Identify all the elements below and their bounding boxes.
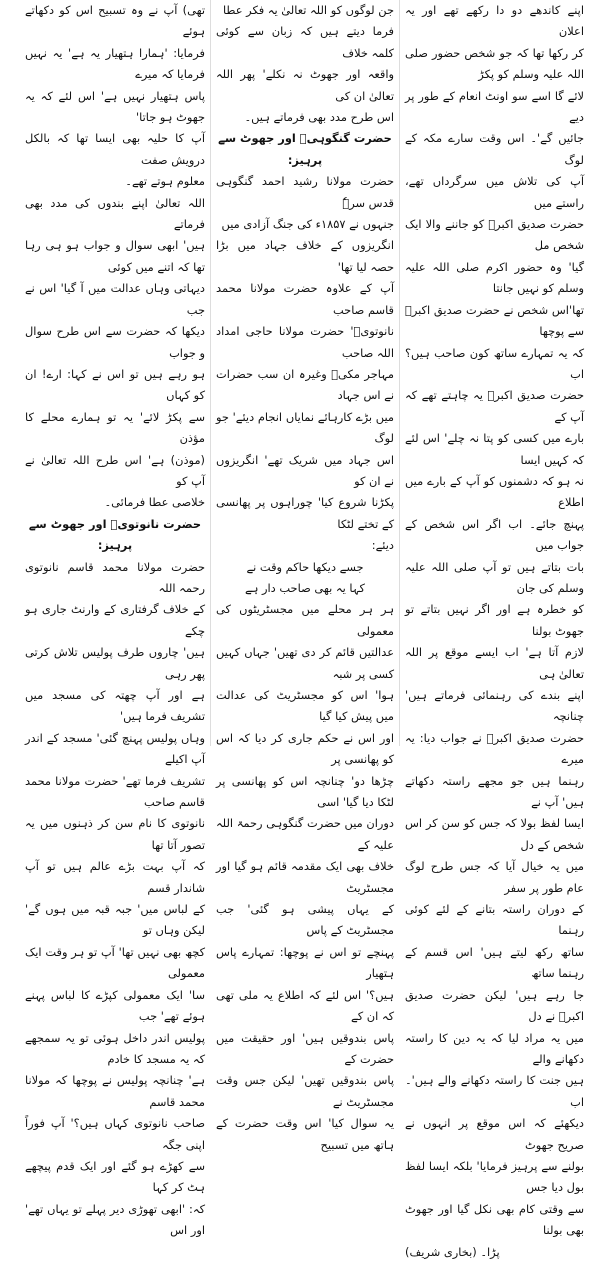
text-line: ہے' چنانچہ پولیس نے پوچھا کہ مولانا محمد قاسم [25,1073,205,1109]
text-line: ہیں جنت کا راستہ دکھانے والے ہیں'۔ اب [405,1073,584,1109]
text-line: پہنچے تو اس نے پوچھا: تمہارے پاس ہتھیار [216,944,394,981]
text-line: حضرت صدیق اکبرؓ کو جاننے والا ایک شخص مل [405,217,584,253]
text-line: کچھ بھی نہیں تھا' آپ تو ہر وقت ایک معمولی [25,944,205,981]
text-line: پاس بندوقیں ہیں' اور حقیقت میں حضرت کے [216,1030,394,1066]
text-line: سے پکڑ لائے' یہ تو ہمارے محلے کا مؤذن [25,409,205,446]
text-line: آپ کا حلیہ بھی ایسا تھا کہ بالکل درویش صفت [25,131,205,167]
text-line: آپ کی تلاش میں سرگرداں تھے، راستے میں [405,174,584,210]
text-line: دیکھئے کہ اس موقع پر انہوں نے صریح جھوٹ [405,1116,584,1152]
text-line: اپنے کاندھے دو دا رکھے تھے اور یہ اعلان [405,3,584,39]
text-line: ایسا لفظ بولا کہ جس کو سن کر اس شخص کے دل [405,816,584,852]
text-line: دیہاتی وہاں عدالت میں آ گیا' اس نے جب [25,281,205,317]
text-line: خلاصی عطا فرمائی۔ [104,495,205,510]
text-line: لازم آتا ہے' اب ایسے موقع پر اللہ تعالیٰ ہی [405,645,584,681]
right-column [400,0,590,1259]
text-line: مہاجر مکیؒ وغیرہ ان سب حضرات نے اس جہاد [216,366,394,403]
text-line: سا' ایک معمولی کپڑے کا لباس پہنے ہوئے تھے' جب [25,987,205,1024]
text-line: انگریزوں کے خلاف جہاد میں بڑا حصہ لیا تھا' [216,238,394,274]
text-line: جائیں گے'۔ اس وقت سارے مکہ کے لوگ [405,131,584,167]
text-line: حضرت مولانا محمد قاسم نانوتوی رحمہ اللہ [25,559,205,595]
text-line: آپ کے علاوہ حضرت مولانا محمد قاسم صاحب [216,281,394,317]
text-line: کو خطرہ ہے اور اگر نہیں بتاتے تو جھوٹ بولنا [405,602,584,638]
text-line: پاس ہتھیار نہیں ہے' اس لئے کہ یہ جھوٹ ہو جاتا' [25,88,205,125]
text-line: بات بتاتے ہیں تو آپ صلی اللہ علیہ وسلم کی جان [405,559,584,595]
text-line: جنہوں نے ۱۸۵۷ء کی جنگ آزادی میں [221,217,394,232]
text-line: تھا'اس شخص نے حضرت صدیق اکبرؓ سے پوچھا [405,302,584,339]
text-line: کہ: 'ابھی تھوڑی دیر پہلے تو یہاں تھے' اور اس [25,1201,205,1238]
text-line: عدالتیں قائم کر دی تھیں' جہاں کہیں کسی پر شبہ [216,645,394,681]
text-line: اس طرح مدد بھی فرماتے ہیں۔ [244,110,394,125]
text-line: واقعہ اور جھوٹ نہ نکلے' پھر اللہ تعالیٰ ان کی [216,67,394,103]
text-line: فرما دیتے ہیں کہ زبان سے کوئی کلمہ خلاف [216,24,394,60]
text-line: حضرت صدیق اکبرؓ یہ چاہتے تھے کہ آپ کے [405,388,584,424]
center-column [210,0,400,1152]
text-line: جن لوگوں کو اللہ تعالیٰ یہ فکر عطا [222,3,394,17]
text-line: دیئے: [371,538,394,553]
text-line: پہنچ جائے۔ اب اگر اس شخص کے جواب میں [405,516,584,553]
text-line: کے دوران راستہ بتانے کے لئے کوئی رہنما [405,902,584,938]
text-line: حضرت صدیق اکبرؓ نے جواب دیا: یہ میرے [405,730,584,767]
verse-line: جسے دیکھا حاکم وقت نے [246,559,364,574]
text-line: چڑھا دو' چنانچہ اس کو پھانسی پر لٹکا دیا گیا' اسی [216,773,394,810]
text-line: معلوم ہوتے تھے۔ [125,174,205,189]
text-line: اور اس نے حکم جاری کر دیا کہ اس کو پھانسی پر [216,730,394,767]
text-line: پکڑنا شروع کیا' چوراہوں پر پھانسی کے تختے لٹکا [216,495,394,531]
text-line: ہیں' ابھی سوال و جواب ہو ہی رہا تھا کہ اتنے میں کوئی [25,238,205,274]
text-line: ہے اور آپ چھتہ کی مسجد میں تشریف فرما ہیں' [25,688,205,724]
text-line: ہوا' اس کو مجسٹریٹ کی عدالت میں پیش کیا گیا [216,688,394,724]
text-line: نانوتوی کا نام سن کر ذہنوں میں یہ تصور آتا تھا [25,816,205,852]
text-line: کہ یہ تمہارے ساتھ کون صاحب ہیں؟ اب [405,345,584,381]
text-line: میں یہ خیال آیا کہ جس طرح لوگ عام طور پر سفر [405,859,584,895]
text-line: (موذن) ہے' اس طرح اللہ تعالیٰ نے آپ کو [25,452,205,488]
citation-line: پڑا۔ (بخاری شریف) [405,1244,500,1259]
verse-line: کہا یہ بھی صاحب دار ہے [245,580,365,595]
text-line: لائے گا اسے سو اونٹ انعام کے طور پر دیے [405,88,584,125]
text-line: سے وقتی کام بھی نکل گیا اور جھوٹ بھی بولنا [405,1201,584,1238]
text-line: تھی) آپ نے وہ تسبیح اس کو دکھاتے ہوئے [25,3,205,39]
text-line: میں یہ مراد لیا کہ یہ دین کا راستہ دکھانے والے [405,1030,584,1066]
text-line: دیکھا کہ حضرت سے اس طرح سوال و جواب [25,324,205,360]
text-line: بارے میں کسی کو پتا نہ چلے' اس لئے کہ کہیں ایسا [405,431,584,467]
text-line: کے خلاف گرفتاری کے وارنٹ جاری ہو چکے [25,602,205,638]
text-line: پاس بندوقیں تھیں' لیکن جس وقت مجسٹریٹ نے [216,1073,394,1109]
text-line: خلاف بھی ایک مقدمہ قائم ہو گیا اور مجسٹریٹ [216,859,394,895]
text-line: نہ ہو کہ دشمنوں کو آپ کے بارے میں اطلاع [405,473,584,510]
text-line: رہنما ہیں جو مجھے راستہ دکھاتے ہیں' آپ نے [405,773,584,810]
text-line: کے لباس میں' جبہ قبہ میں ہوں گے' لیکن وہاں تو [25,902,205,938]
text-line: میں بڑے کارہائے نمایاں انجام دیئے' جو لوگ [216,409,394,446]
text-line: یہ سوال کیا' اس وقت حضرت کے ہاتھ میں تسبیح [216,1116,394,1152]
text-line: صاحب نانوتوی کہاں ہیں؟' آپ فوراً اپنی جگہ [25,1116,205,1152]
section-heading: حضرت گنگوہیؒ اور جھوٹ سے پرہیز: [218,131,392,167]
text-line: فرمایا: 'ہمارا ہتھیار یہ ہے' یہ نہیں فرمایا کہ میرے [25,45,205,82]
text-line: ہیں' چاروں طرف پولیس تلاش کرتی پھر رہی [25,645,205,681]
text-line: کر رکھا تھا کہ جو شخص حضور صلی اللہ علیہ وسلم کو پکڑ [405,45,584,82]
text-line: حضرت مولانا رشید احمد گنگوہی قدس سرہٗ [216,174,394,210]
text-line: اللہ تعالیٰ اپنے بندوں کی مدد بھی فرماتے [25,195,205,232]
text-line: گیا' وہ حضور اکرم صلی اللہ علیہ وسلم کو نہیں جانتا [405,259,584,296]
text-line: تشریف فرما تھے' حضرت مولانا محمد قاسم صاحب [25,773,205,810]
text-line: وہاں پولیس پہنچ گئی' مسجد کے اندر آپ اکیلے [25,730,205,767]
text-line: دوران میں حضرت گنگوہی رحمۃ اللہ علیہ کے [216,816,394,852]
text-line: بولنے سے پرہیز فرمایا' بلکہ ایسا لفظ بول دیا جس [405,1158,584,1195]
text-line: اپنے بندے کی رہنمائی فرماتے ہیں' چنانچہ [405,688,584,724]
text-line: کے یہاں پیشی ہو گئی' جب مجسٹریٹ کے پاس [216,902,394,938]
left-column [20,0,210,1238]
text-line: ساتھ رکھ لیتے ہیں' اس قسم کے رہنما ساتھ [405,944,584,981]
text-line: سے کھڑے ہو گئے اور ایک قدم پیچھے ہٹ کر کہا [25,1158,205,1195]
text-line: ہو رہے ہیں تو اس نے کہا: ارے! ان کو کہاں [25,366,205,403]
text-line: ہر ہر محلے میں مجسٹریٹوں کی معمولی [216,602,394,638]
text-line: پولیس اندر داخل ہوئی تو یہ سمجھے کہ یہ مسجد کا خادم [25,1030,205,1066]
text-line: نانوتویؒ' حضرت مولانا حاجی امداد اللہ صاحب [216,324,394,360]
text-line: اس جہاد میں شریک تھے' انگریزوں نے ان کو [216,452,394,488]
section-heading: حضرت نانوتویؒ اور جھوٹ سے پرہیز: [28,516,202,553]
text-line: ہیں؟' اس لئے کہ اطلاع یہ ملی تھی کہ ان کے [216,987,394,1024]
text-line: کہ آپ بہت بڑے عالم ہیں تو آپ شاندار قسم [25,859,205,895]
text-line: جا رہے ہیں' لیکن حضرت صدیق اکبرؓ نے دل [405,987,584,1024]
